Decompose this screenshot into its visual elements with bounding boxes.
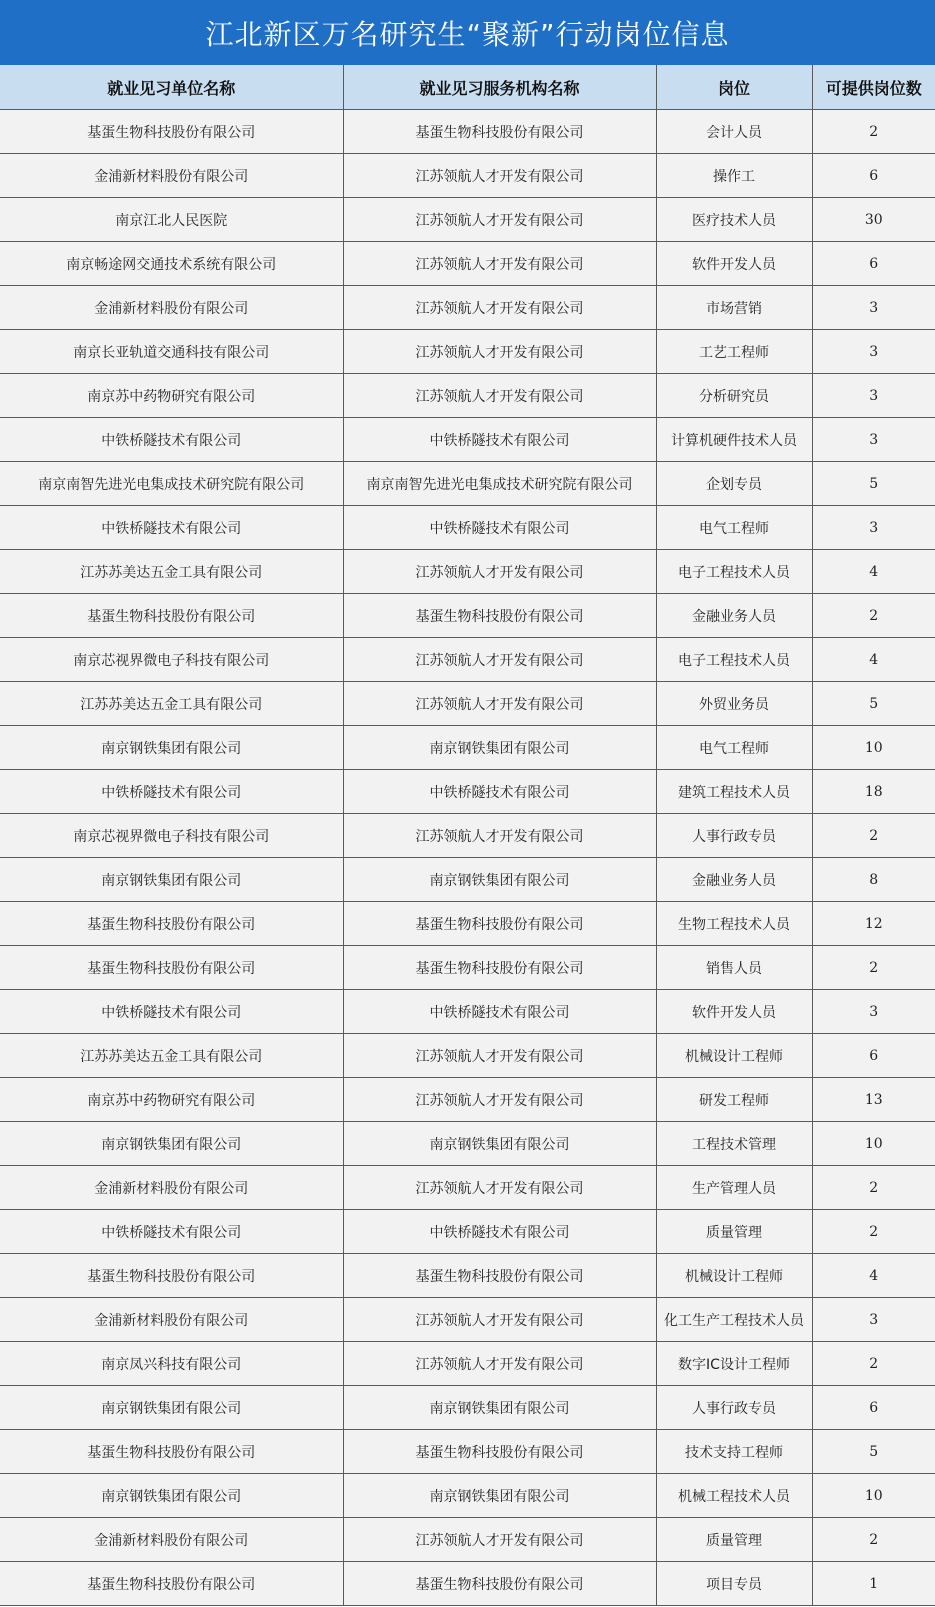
service-agency-cell: 中铁桥隧技术有限公司	[343, 418, 656, 462]
position-cell: 外贸业务员	[656, 682, 812, 726]
service-agency-cell: 江苏领航人才开发有限公司	[343, 1166, 656, 1210]
header-openings: 可提供岗位数	[812, 65, 935, 110]
employer-cell: 南京钢铁集团有限公司	[0, 1474, 343, 1518]
table-row	[0, 858, 935, 902]
openings-cell: 3	[812, 506, 935, 550]
position-cell: 计算机硬件技术人员	[656, 418, 812, 462]
table-row	[0, 638, 935, 682]
table-row	[0, 946, 935, 990]
openings-cell: 12	[812, 902, 935, 946]
table-row	[0, 902, 935, 946]
employer-cell: 中铁桥隧技术有限公司	[0, 770, 343, 814]
employer-cell: 江苏苏美达五金工具有限公司	[0, 1034, 343, 1078]
employer-cell: 南京凤兴科技有限公司	[0, 1342, 343, 1386]
openings-cell: 6	[812, 242, 935, 286]
table-row	[0, 1254, 935, 1298]
employer-cell: 南京苏中药物研究有限公司	[0, 1078, 343, 1122]
service-agency-cell: 中铁桥隧技术有限公司	[343, 1210, 656, 1254]
openings-cell: 2	[812, 814, 935, 858]
table-row	[0, 770, 935, 814]
service-agency-cell: 南京钢铁集团有限公司	[343, 726, 656, 770]
table-row	[0, 1430, 935, 1474]
openings-cell: 4	[812, 1254, 935, 1298]
employer-cell: 金浦新材料股份有限公司	[0, 286, 343, 330]
table-row	[0, 1342, 935, 1386]
service-agency-cell: 江苏领航人才开发有限公司	[343, 550, 656, 594]
table-row	[0, 286, 935, 330]
table-row	[0, 1078, 935, 1122]
employer-cell: 金浦新材料股份有限公司	[0, 1518, 343, 1562]
service-agency-cell: 中铁桥隧技术有限公司	[343, 990, 656, 1034]
service-agency-cell: 基蛋生物科技股份有限公司	[343, 1430, 656, 1474]
position-cell: 销售人员	[656, 946, 812, 990]
openings-cell: 3	[812, 374, 935, 418]
openings-cell: 3	[812, 286, 935, 330]
table-row	[0, 550, 935, 594]
openings-cell: 5	[812, 682, 935, 726]
position-cell: 质量管理	[656, 1210, 812, 1254]
position-cell: 电气工程师	[656, 506, 812, 550]
service-agency-cell: 江苏领航人才开发有限公司	[343, 1078, 656, 1122]
service-agency-cell: 基蛋生物科技股份有限公司	[343, 902, 656, 946]
employer-cell: 基蛋生物科技股份有限公司	[0, 946, 343, 990]
openings-cell: 5	[812, 462, 935, 506]
position-cell: 机械工程技术人员	[656, 1474, 812, 1518]
page-title: 江北新区万名研究生“聚新”行动岗位信息	[205, 17, 730, 51]
openings-cell: 2	[812, 1342, 935, 1386]
service-agency-cell: 江苏领航人才开发有限公司	[343, 242, 656, 286]
service-agency-cell: 江苏领航人才开发有限公司	[343, 814, 656, 858]
position-cell: 软件开发人员	[656, 990, 812, 1034]
header-service-agency: 就业见习服务机构名称	[343, 65, 656, 110]
service-agency-cell: 南京南智先进光电集成技术研究院有限公司	[343, 462, 656, 506]
openings-cell: 30	[812, 198, 935, 242]
position-cell: 化工生产工程技术人员	[656, 1298, 812, 1342]
table-row	[0, 330, 935, 374]
openings-cell: 8	[812, 858, 935, 902]
table-row	[0, 198, 935, 242]
table-body	[0, 110, 935, 1606]
header-employer: 就业见习单位名称	[0, 65, 343, 110]
employer-cell: 南京畅途网交通技术系统有限公司	[0, 242, 343, 286]
employer-cell: 南京芯视界微电子科技有限公司	[0, 638, 343, 682]
position-cell: 机械设计工程师	[656, 1034, 812, 1078]
service-agency-cell: 基蛋生物科技股份有限公司	[343, 110, 656, 154]
job-positions-table	[0, 65, 935, 1606]
service-agency-cell: 基蛋生物科技股份有限公司	[343, 946, 656, 990]
openings-cell: 18	[812, 770, 935, 814]
openings-cell: 10	[812, 1474, 935, 1518]
openings-cell: 5	[812, 1430, 935, 1474]
position-cell: 电子工程技术人员	[656, 638, 812, 682]
table-row	[0, 110, 935, 154]
service-agency-cell: 江苏领航人才开发有限公司	[343, 1518, 656, 1562]
employer-cell: 南京江北人民医院	[0, 198, 343, 242]
openings-cell: 3	[812, 418, 935, 462]
position-cell: 项目专员	[656, 1562, 812, 1606]
service-agency-cell: 基蛋生物科技股份有限公司	[343, 1562, 656, 1606]
service-agency-cell: 江苏领航人才开发有限公司	[343, 682, 656, 726]
employer-cell: 南京钢铁集团有限公司	[0, 726, 343, 770]
openings-cell: 10	[812, 1122, 935, 1166]
position-cell: 会计人员	[656, 110, 812, 154]
service-agency-cell: 江苏领航人才开发有限公司	[343, 1342, 656, 1386]
employer-cell: 中铁桥隧技术有限公司	[0, 418, 343, 462]
service-agency-cell: 基蛋生物科技股份有限公司	[343, 594, 656, 638]
position-cell: 市场营销	[656, 286, 812, 330]
openings-cell: 4	[812, 550, 935, 594]
position-cell: 金融业务人员	[656, 858, 812, 902]
position-cell: 企划专员	[656, 462, 812, 506]
openings-cell: 1	[812, 1562, 935, 1606]
table-row	[0, 418, 935, 462]
position-cell: 数字IC设计工程师	[656, 1342, 812, 1386]
employer-cell: 金浦新材料股份有限公司	[0, 1166, 343, 1210]
table-row	[0, 594, 935, 638]
service-agency-cell: 基蛋生物科技股份有限公司	[343, 1254, 656, 1298]
openings-cell: 4	[812, 638, 935, 682]
position-cell: 质量管理	[656, 1518, 812, 1562]
position-cell: 人事行政专员	[656, 814, 812, 858]
header-position: 岗位	[656, 65, 812, 110]
position-cell: 技术支持工程师	[656, 1430, 812, 1474]
service-agency-cell: 江苏领航人才开发有限公司	[343, 154, 656, 198]
employer-cell: 基蛋生物科技股份有限公司	[0, 1254, 343, 1298]
employer-cell: 南京钢铁集团有限公司	[0, 1386, 343, 1430]
openings-cell: 2	[812, 594, 935, 638]
table-row	[0, 374, 935, 418]
table-row	[0, 1386, 935, 1430]
employer-cell: 南京钢铁集团有限公司	[0, 858, 343, 902]
service-agency-cell: 江苏领航人才开发有限公司	[343, 1034, 656, 1078]
table-row	[0, 1166, 935, 1210]
table-row	[0, 814, 935, 858]
position-cell: 建筑工程技术人员	[656, 770, 812, 814]
openings-cell: 2	[812, 110, 935, 154]
employer-cell: 南京长亚轨道交通科技有限公司	[0, 330, 343, 374]
openings-cell: 3	[812, 1298, 935, 1342]
position-cell: 机械设计工程师	[656, 1254, 812, 1298]
openings-cell: 2	[812, 946, 935, 990]
table-row	[0, 1562, 935, 1606]
openings-cell: 2	[812, 1210, 935, 1254]
service-agency-cell: 江苏领航人才开发有限公司	[343, 198, 656, 242]
employer-cell: 南京苏中药物研究有限公司	[0, 374, 343, 418]
position-cell: 生物工程技术人员	[656, 902, 812, 946]
table-row	[0, 1298, 935, 1342]
service-agency-cell: 江苏领航人才开发有限公司	[343, 374, 656, 418]
table-row	[0, 990, 935, 1034]
openings-cell: 6	[812, 1034, 935, 1078]
service-agency-cell: 南京钢铁集团有限公司	[343, 1122, 656, 1166]
service-agency-cell: 中铁桥隧技术有限公司	[343, 770, 656, 814]
employer-cell: 中铁桥隧技术有限公司	[0, 506, 343, 550]
table-row	[0, 506, 935, 550]
table-row	[0, 462, 935, 506]
position-cell: 人事行政专员	[656, 1386, 812, 1430]
service-agency-cell: 南京钢铁集团有限公司	[343, 1386, 656, 1430]
service-agency-cell: 江苏领航人才开发有限公司	[343, 286, 656, 330]
position-cell: 操作工	[656, 154, 812, 198]
position-cell: 医疗技术人员	[656, 198, 812, 242]
table-row	[0, 726, 935, 770]
table-header	[0, 65, 935, 110]
employer-cell: 基蛋生物科技股份有限公司	[0, 110, 343, 154]
employer-cell: 金浦新材料股份有限公司	[0, 1298, 343, 1342]
employer-cell: 金浦新材料股份有限公司	[0, 154, 343, 198]
position-cell: 电子工程技术人员	[656, 550, 812, 594]
table-row	[0, 154, 935, 198]
employer-cell: 基蛋生物科技股份有限公司	[0, 902, 343, 946]
service-agency-cell: 南京钢铁集团有限公司	[343, 1474, 656, 1518]
header-row	[0, 65, 935, 110]
openings-cell: 2	[812, 1166, 935, 1210]
table-row	[0, 1034, 935, 1078]
position-cell: 工艺工程师	[656, 330, 812, 374]
position-cell: 研发工程师	[656, 1078, 812, 1122]
employer-cell: 江苏苏美达五金工具有限公司	[0, 550, 343, 594]
position-cell: 生产管理人员	[656, 1166, 812, 1210]
table-row	[0, 682, 935, 726]
table-row	[0, 242, 935, 286]
position-cell: 软件开发人员	[656, 242, 812, 286]
employer-cell: 南京钢铁集团有限公司	[0, 1122, 343, 1166]
openings-cell: 3	[812, 330, 935, 374]
table-row	[0, 1210, 935, 1254]
title-banner	[0, 0, 935, 65]
table-row	[0, 1474, 935, 1518]
openings-cell: 6	[812, 1386, 935, 1430]
table-row	[0, 1518, 935, 1562]
employer-cell: 中铁桥隧技术有限公司	[0, 990, 343, 1034]
employer-cell: 基蛋生物科技股份有限公司	[0, 594, 343, 638]
employer-cell: 南京芯视界微电子科技有限公司	[0, 814, 343, 858]
table-row	[0, 1122, 935, 1166]
service-agency-cell: 中铁桥隧技术有限公司	[343, 506, 656, 550]
service-agency-cell: 南京钢铁集团有限公司	[343, 858, 656, 902]
service-agency-cell: 江苏领航人才开发有限公司	[343, 1298, 656, 1342]
employer-cell: 基蛋生物科技股份有限公司	[0, 1562, 343, 1606]
employer-cell: 南京南智先进光电集成技术研究院有限公司	[0, 462, 343, 506]
openings-cell: 13	[812, 1078, 935, 1122]
employer-cell: 江苏苏美达五金工具有限公司	[0, 682, 343, 726]
employer-cell: 基蛋生物科技股份有限公司	[0, 1430, 343, 1474]
openings-cell: 3	[812, 990, 935, 1034]
position-cell: 金融业务人员	[656, 594, 812, 638]
service-agency-cell: 江苏领航人才开发有限公司	[343, 638, 656, 682]
position-cell: 分析研究员	[656, 374, 812, 418]
position-cell: 电气工程师	[656, 726, 812, 770]
service-agency-cell: 江苏领航人才开发有限公司	[343, 330, 656, 374]
openings-cell: 10	[812, 726, 935, 770]
openings-cell: 6	[812, 154, 935, 198]
position-cell: 工程技术管理	[656, 1122, 812, 1166]
employer-cell: 中铁桥隧技术有限公司	[0, 1210, 343, 1254]
openings-cell: 2	[812, 1518, 935, 1562]
